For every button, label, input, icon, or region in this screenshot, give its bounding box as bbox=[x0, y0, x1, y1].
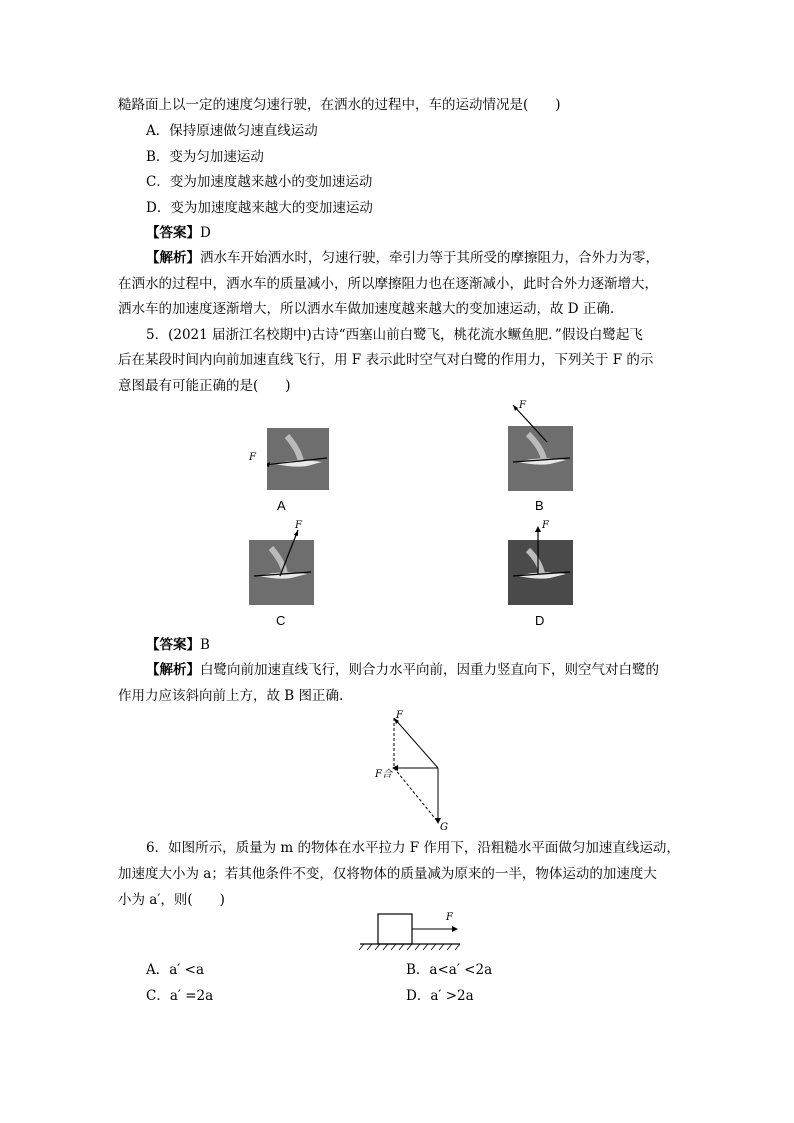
q6-option-d: D．a′ >2a bbox=[406, 988, 474, 1004]
figure-c-caption: C bbox=[276, 613, 286, 628]
q4-option-b: B．变为匀加速运动 bbox=[146, 149, 264, 165]
figure-b-force-label: F bbox=[519, 400, 526, 411]
q5-analysis-line-1 bbox=[146, 661, 659, 679]
q4-option-c: C．变为加速度越来越小的变加速运动 bbox=[146, 174, 373, 190]
q6-option-b: B．a<a′ <2a bbox=[406, 962, 493, 978]
diagram-label-fhe: F合 bbox=[375, 769, 392, 780]
q5-answer bbox=[146, 636, 210, 654]
figure-d-caption: D bbox=[535, 613, 545, 628]
q6-force-label: F bbox=[446, 912, 453, 923]
figure-a-caption: A bbox=[277, 498, 286, 513]
q4-answer-tag: 【答案】 bbox=[146, 225, 200, 241]
q6-stem-line-3: 小为 a′，则( ) bbox=[118, 892, 225, 908]
diagram-label-f: F bbox=[396, 710, 403, 721]
q5-analysis-line-2: 作用力应该斜向前上方，故 B 图正确. bbox=[118, 688, 344, 704]
q5-stem-line-1: 5．(2021 届浙江名校期中)古诗“西塞山前白鹭飞，桃花流水鳜鱼肥．”假设白鹭起飞 bbox=[146, 327, 643, 343]
egret-photo-a bbox=[267, 428, 329, 490]
q4-analysis-text-1: 洒水车开始洒水时，匀速行驶，牵引力等于其所受的摩擦阻力，合外力为零， bbox=[200, 250, 659, 266]
figure-b-force-arrow bbox=[505, 398, 555, 448]
q4-analysis-line-3: 洒水车的加速度逐渐增大，所以洒水车做加速度越来越大的变加速运动，故 D 正确. bbox=[118, 301, 615, 317]
q5-answer-value: B bbox=[200, 637, 210, 653]
q4-analysis-line-2: 在洒水的过程中，洒水车的质量减小，所以摩擦阻力也在逐渐减小，此时合外力逐渐增大， bbox=[118, 276, 658, 292]
q5-stem-line-2: 后在某段时间内向前加速直线飞行，用 F 表示此时空气对白鹭的作用力，下列关于 F 的示 bbox=[118, 352, 654, 368]
q5-analysis-text-1: 白鹭向前加速直线飞行，则合力水平向前，因重力竖直向下，则空气对白鹭的 bbox=[200, 662, 659, 678]
q4-stem-line: 糙路面上以一定的速度匀速行驶，在洒水的过程中，车的运动情况是( ) bbox=[118, 97, 561, 113]
q4-answer-value: D bbox=[200, 225, 211, 241]
figure-c-force-label: F bbox=[295, 520, 302, 531]
block bbox=[378, 914, 412, 944]
figure-d-force-label: F bbox=[542, 520, 549, 531]
q6-option-c: C．a′ =2a bbox=[146, 988, 214, 1004]
figure-a-force-label: F bbox=[249, 452, 256, 463]
q4-answer bbox=[146, 224, 211, 242]
q4-analysis-tag: 【解析】 bbox=[146, 250, 200, 266]
egret-figure-a bbox=[267, 428, 329, 490]
q4-option-a: A．保持原速做匀速直线运动 bbox=[146, 123, 318, 139]
q4-option-d: D．变为加速度越来越大的变加速运动 bbox=[146, 200, 373, 216]
q6-stem-line-1: 6．如图所示，质量为 m 的物体在水平拉力 F 作用下，沿粗糙水平面做匀加速直线运动， bbox=[146, 840, 680, 856]
figure-b-caption: B bbox=[535, 498, 544, 513]
q5-answer-tag: 【答案】 bbox=[146, 637, 200, 653]
diagram-label-g: G bbox=[440, 822, 448, 833]
q4-analysis-line-1 bbox=[146, 249, 659, 267]
q6-stem-line-2: 加速度大小为 a；若其他条件不变，仅将物体的质量减为原来的一半，物体运动的加速度大 bbox=[118, 866, 657, 882]
q6-option-a: A．a′ <a bbox=[146, 962, 205, 978]
q5-stem-line-3: 意图最有可能正确的是( ) bbox=[118, 378, 291, 394]
force-f-line bbox=[394, 718, 438, 768]
q5-analysis-tag: 【解析】 bbox=[146, 662, 200, 678]
